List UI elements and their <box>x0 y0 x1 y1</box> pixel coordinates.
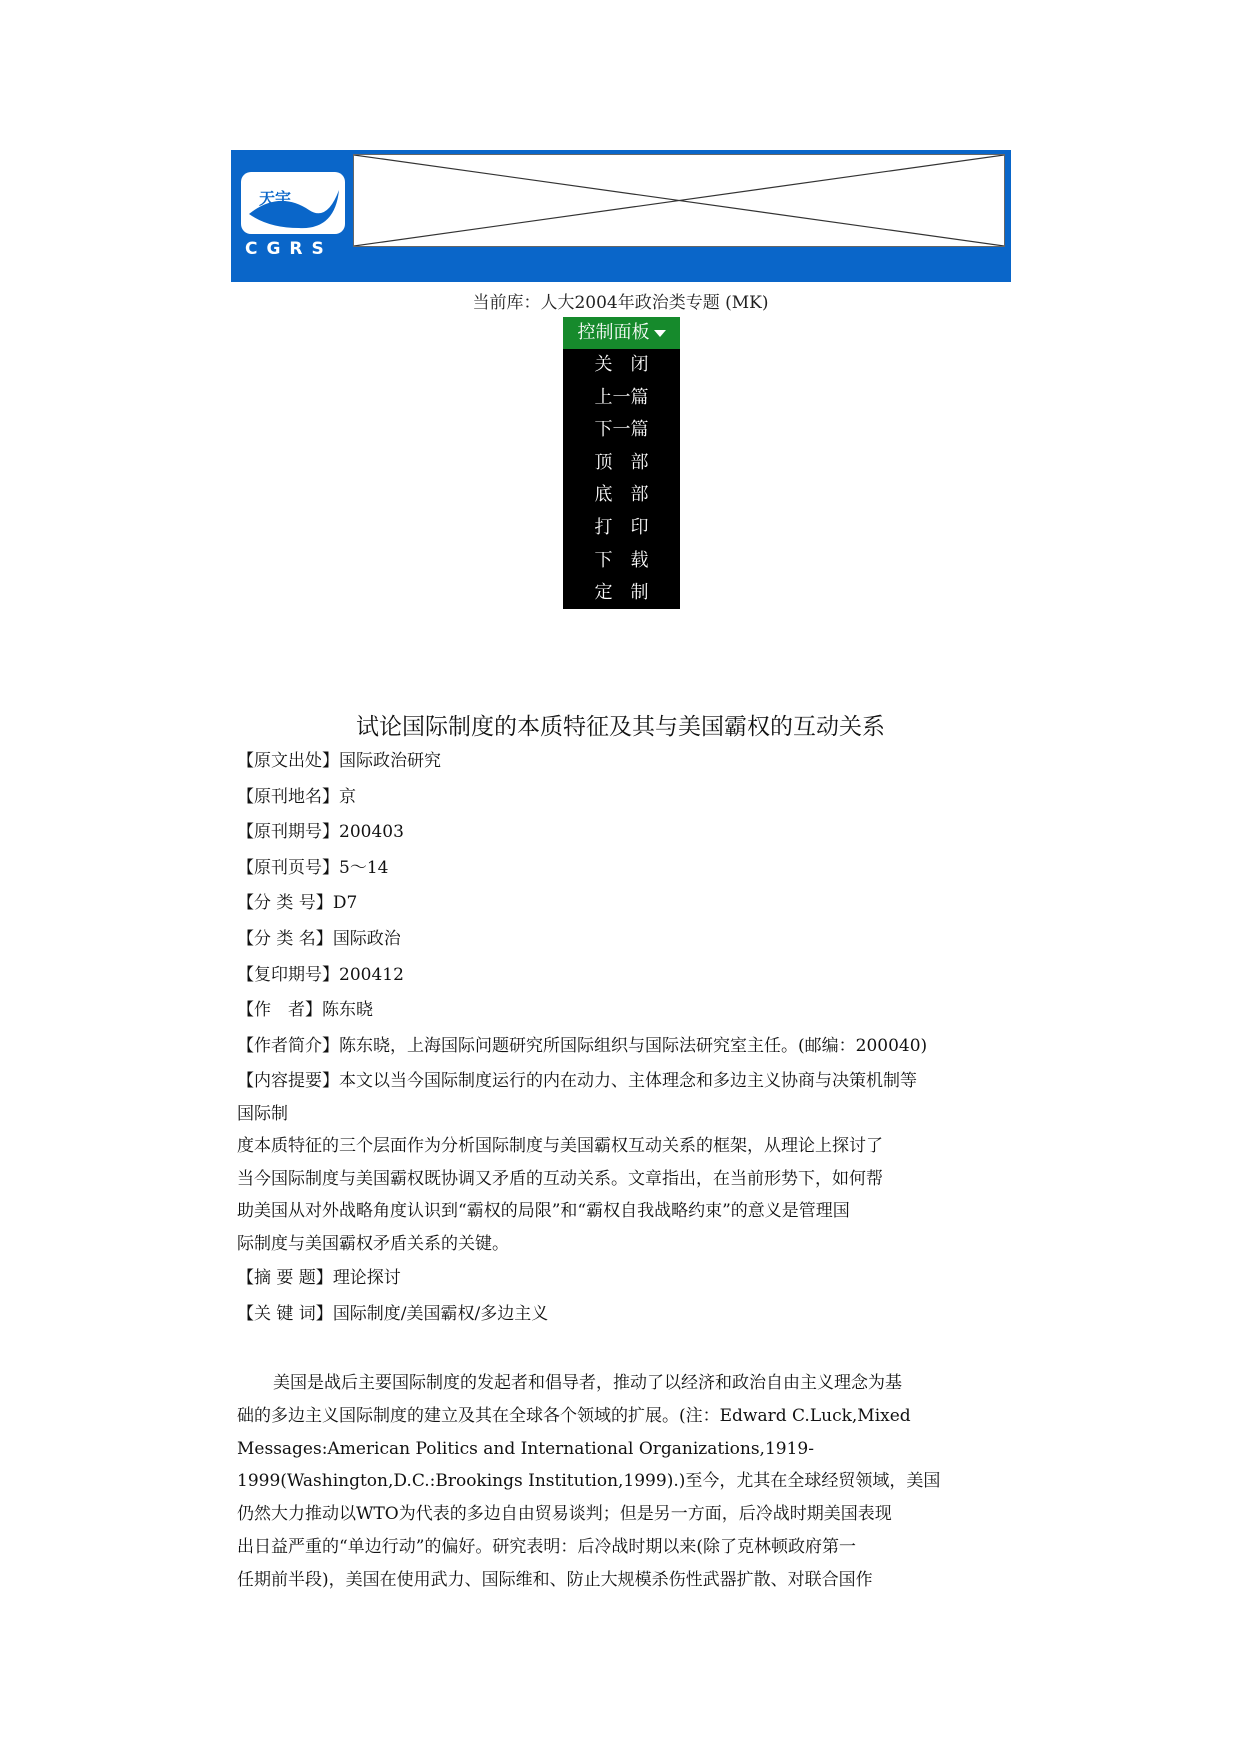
meta-key: 【原文出处】 <box>237 751 339 771</box>
control-panel-title: 控制面板 <box>577 322 650 343</box>
meta-row <box>237 924 1017 960</box>
panel-close-link[interactable]: 关 闭 <box>594 354 649 375</box>
meta-row <box>237 1299 1017 1335</box>
body-line: 出日益严重的“单边行动”的偏好。研究表明：后冷战时期以来(除了克林顿政府第一 <box>237 1536 857 1557</box>
logo-text-cn: 天宇 <box>259 189 292 208</box>
abstract-line <box>237 1065 1017 1098</box>
meta-value: 国际制度/美国霸权/多边主义 <box>332 1303 549 1324</box>
meta-key: 【关 键 词】 <box>237 1303 333 1324</box>
meta-row <box>237 746 1017 782</box>
control-panel <box>563 317 680 609</box>
panel-next-article-link[interactable]: 下一篇 <box>594 419 649 441</box>
panel-prev-article-link[interactable]: 上一篇 <box>594 386 649 408</box>
meta-row <box>237 782 1017 818</box>
control-panel-toggle[interactable] <box>563 317 680 349</box>
meta-value: 5～14 <box>339 857 389 878</box>
abstract-line: 际制度与美国霸权矛盾关系的关键。 <box>237 1233 509 1254</box>
abstract-key: 【内容提要】 <box>237 1071 339 1091</box>
meta-key: 【作 者】 <box>237 1000 322 1021</box>
meta-value: 国际政治研究 <box>339 751 441 771</box>
panel-download-link[interactable]: 下 载 <box>594 549 649 571</box>
panel-top-link[interactable]: 顶 部 <box>594 451 649 473</box>
meta-value: 理论探讨 <box>332 1268 401 1288</box>
meta-key: 【分 类 号】 <box>237 893 333 914</box>
abstract-text: 本文以当今国际制度运行的内在动力、主体理念和多边主义协商与决策机制等 <box>339 1071 917 1091</box>
cgrs-logo <box>239 170 349 258</box>
abstract-line: 当今国际制度与美国霸权既协调又矛盾的互动关系。文章指出，在当前形势下，如何帮 <box>237 1168 883 1189</box>
article-title: 试论国际制度的本质特征及其与美国霸权的互动关系 <box>356 714 885 740</box>
abstract-line: 国际制 <box>237 1103 288 1124</box>
caret-down-icon <box>654 330 666 337</box>
body-line: 1999(Washington,D.C.:Brookings Institution,1999).)至今，尤其在全球经贸领域，美国 <box>237 1471 941 1492</box>
meta-value: 200412 <box>339 964 404 985</box>
body-line: 仍然大力推动以WTO为代表的多边自由贸易谈判；但是另一方面，后冷战时期美国表现 <box>237 1504 892 1525</box>
meta-key: 【复印期号】 <box>237 964 339 985</box>
current-database-label: 当前库：人大2004年政治类专题 (MK) <box>472 293 769 313</box>
meta-row <box>237 888 1017 924</box>
meta-key: 【原刊期号】 <box>237 822 339 843</box>
meta-value: 京 <box>339 786 356 807</box>
meta-key: 【摘 要 题】 <box>237 1268 333 1288</box>
meta-key: 【原刊页号】 <box>237 857 339 878</box>
abstract-line: 度本质特征的三个层面作为分析国际制度与美国霸权互动关系的框架，从理论上探讨了 <box>237 1136 883 1156</box>
meta-value: 200403 <box>339 822 404 843</box>
panel-bottom-link[interactable]: 底 部 <box>594 484 649 506</box>
meta-row <box>237 1031 1017 1067</box>
meta-row <box>237 995 1017 1031</box>
logo-text-en: CGRS <box>245 239 333 258</box>
meta-value: 陈东晓，上海国际问题研究所国际组织与国际法研究室主任。(邮编：200040) <box>339 1035 928 1056</box>
meta-value: 国际政治 <box>332 928 401 949</box>
meta-row <box>237 817 1017 853</box>
meta-row <box>237 960 1017 996</box>
article-abstract <box>237 1065 1017 1260</box>
article-body <box>237 1367 1017 1597</box>
body-line: 美国是战后主要国际制度的发起者和倡导者，推动了以经济和政治自由主义理念为基 <box>273 1373 902 1393</box>
body-line: 任期前半段)，美国在使用武力、国际维和、防止大规模杀伤性武器扩散、对联合国作 <box>237 1569 873 1590</box>
panel-print-link[interactable]: 打 印 <box>594 516 649 538</box>
abstract-line: 助美国从对外战略角度认识到“霸权的局限”和“霸权自我战略约束”的意义是管理国 <box>237 1201 850 1221</box>
header-banner <box>231 150 1011 282</box>
meta-key: 【分 类 名】 <box>237 928 333 949</box>
meta-key: 【作者简介】 <box>237 1035 339 1056</box>
broken-image-placeholder <box>353 154 1005 247</box>
meta-key: 【原刊地名】 <box>237 786 339 807</box>
meta-row <box>237 1263 1017 1299</box>
panel-customize-link[interactable]: 定 制 <box>594 582 649 604</box>
article-extra-metadata <box>237 1263 1017 1334</box>
meta-row <box>237 853 1017 889</box>
article-metadata <box>237 746 1017 1066</box>
meta-value: D7 <box>332 893 358 914</box>
body-line: 础的多边主义国际制度的建立及其在全球各个领域的扩展。(注：Edward C.Luck,Mixed <box>237 1405 911 1426</box>
meta-value: 陈东晓 <box>322 1000 373 1021</box>
body-line: Messages:American Politics and International Organizations,1919- <box>237 1438 814 1459</box>
